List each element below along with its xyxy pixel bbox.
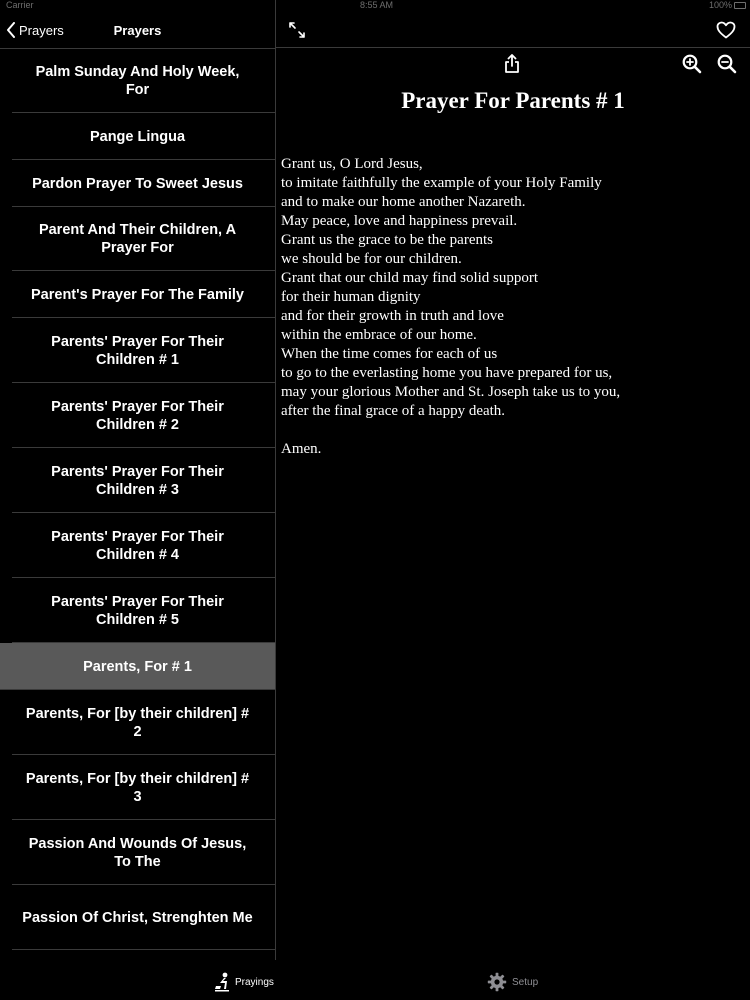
prayer-list-item[interactable] xyxy=(0,113,275,160)
chevron-left-icon xyxy=(6,22,16,38)
zoom-in-icon[interactable] xyxy=(682,54,702,79)
prayer-line: we should be for our children. xyxy=(281,251,462,267)
prayer-list-item[interactable] xyxy=(0,885,275,950)
prayer-lines xyxy=(281,155,741,421)
prayer-list-item-label: Parents' Prayer For Their Children # 2 xyxy=(51,398,224,433)
prayer-list-item-label: Parents, For [by their children] # 3 xyxy=(25,770,250,805)
prayer-list-item[interactable] xyxy=(0,207,275,271)
prayer-list xyxy=(0,48,275,960)
prayer-list-item-label: Palm Sunday And Holy Week, For xyxy=(35,64,240,98)
prayer-line: for their human dignity xyxy=(281,289,421,305)
prayer-list-item[interactable] xyxy=(0,160,275,207)
prayer-list-item[interactable] xyxy=(0,49,275,113)
status-bar xyxy=(0,0,750,12)
prayer-list-item-label: Parents, For # 1 xyxy=(83,658,192,675)
prayer-list-item-label: Parents' Prayer For Their Children # 5 xyxy=(51,593,224,628)
right-nav-bar xyxy=(276,12,750,48)
carrier-label: Carrier xyxy=(6,0,34,10)
back-button-label: Prayers xyxy=(19,22,64,38)
prayer-list-item-label: Passion Of Christ, Strenghten Me xyxy=(22,909,253,926)
prayer-list-item[interactable] xyxy=(0,318,275,383)
tab-setup[interactable] xyxy=(487,972,538,992)
tab-prayings[interactable] xyxy=(214,972,274,992)
prayer-title: Prayer For Parents # 1 xyxy=(401,88,625,113)
prayer-line: and for their growth in truth and love xyxy=(281,308,504,324)
prayer-line: Grant us the grace to be the parents xyxy=(281,232,493,248)
gear-icon xyxy=(487,972,507,992)
prayer-list-item[interactable] xyxy=(0,755,275,820)
prayer-line: Grant that our child may find solid support xyxy=(281,270,539,286)
prayer-line: and to make our home another Nazareth. xyxy=(281,194,526,210)
prayer-list-item-label: Parents' Prayer For Their Children # 3 xyxy=(51,463,224,498)
prayer-list-item-label: Passion And Wounds Of Jesus, To The xyxy=(28,835,247,870)
prayer-line: may your glorious Mother and St. Joseph take us to you, xyxy=(281,384,621,400)
prayer-list-item[interactable] xyxy=(0,448,275,513)
left-nav-bar xyxy=(0,12,275,48)
prayer-list-item-label: Parents' Prayer For Their Children # 4 xyxy=(51,528,224,563)
expand-arrows-icon[interactable] xyxy=(288,21,306,44)
back-button[interactable] xyxy=(6,22,64,38)
prayer-list-item[interactable] xyxy=(0,820,275,885)
prayer-closing: Amen. xyxy=(281,441,322,457)
battery-icon xyxy=(734,2,746,9)
tab-bar xyxy=(0,960,750,1000)
prayer-line: to go to the everlasting home you have prepared for us, xyxy=(281,365,613,381)
prayer-list-item-label: Parents' Prayer For Their Children # 1 xyxy=(51,333,224,368)
prayer-list-item-label: Parents, For [by their children] # 2 xyxy=(25,705,250,740)
favorite-heart-icon[interactable] xyxy=(716,21,736,44)
reading-toolbar xyxy=(276,48,750,78)
prayer-line: after the final grace of a happy death. xyxy=(281,403,506,419)
prayer-list-item-label: Parent And Their Children, A Prayer For xyxy=(38,222,237,256)
prayer-line: May peace, love and happiness prevail. xyxy=(281,213,518,229)
kneeling-person-icon xyxy=(214,972,230,992)
clock: 8:55 AM xyxy=(360,0,394,10)
zoom-out-icon[interactable] xyxy=(717,54,737,79)
battery-percent: 100% xyxy=(708,0,732,10)
left-nav-title: Prayers xyxy=(113,23,162,38)
prayer-list-item[interactable] xyxy=(0,643,275,690)
tab-setup-label: Setup xyxy=(512,976,539,988)
prayer-list-item[interactable] xyxy=(0,271,275,318)
prayer-list-item-label: Parent's Prayer For The Family xyxy=(31,286,244,303)
prayer-list-item[interactable] xyxy=(0,383,275,448)
prayer-text xyxy=(281,155,741,459)
share-icon[interactable] xyxy=(504,54,520,79)
prayer-list-item-label: Pange Lingua xyxy=(89,128,186,145)
prayer-line: Grant us, O Lord Jesus, xyxy=(281,156,423,172)
prayer-detail-pane xyxy=(276,12,750,960)
prayer-list-item-label: Pardon Prayer To Sweet Jesus xyxy=(32,175,243,192)
prayer-list-item[interactable] xyxy=(0,578,275,643)
prayer-line: to imitate faithfully the example of your Holy Family xyxy=(281,175,602,191)
prayer-list-pane xyxy=(0,12,275,960)
tab-prayings-label: Prayings xyxy=(235,976,274,988)
prayer-list-item[interactable] xyxy=(0,690,275,755)
prayer-list-item[interactable] xyxy=(0,513,275,578)
prayer-line: When the time comes for each of us xyxy=(281,346,498,362)
prayer-line: within the embrace of our home. xyxy=(281,327,477,343)
